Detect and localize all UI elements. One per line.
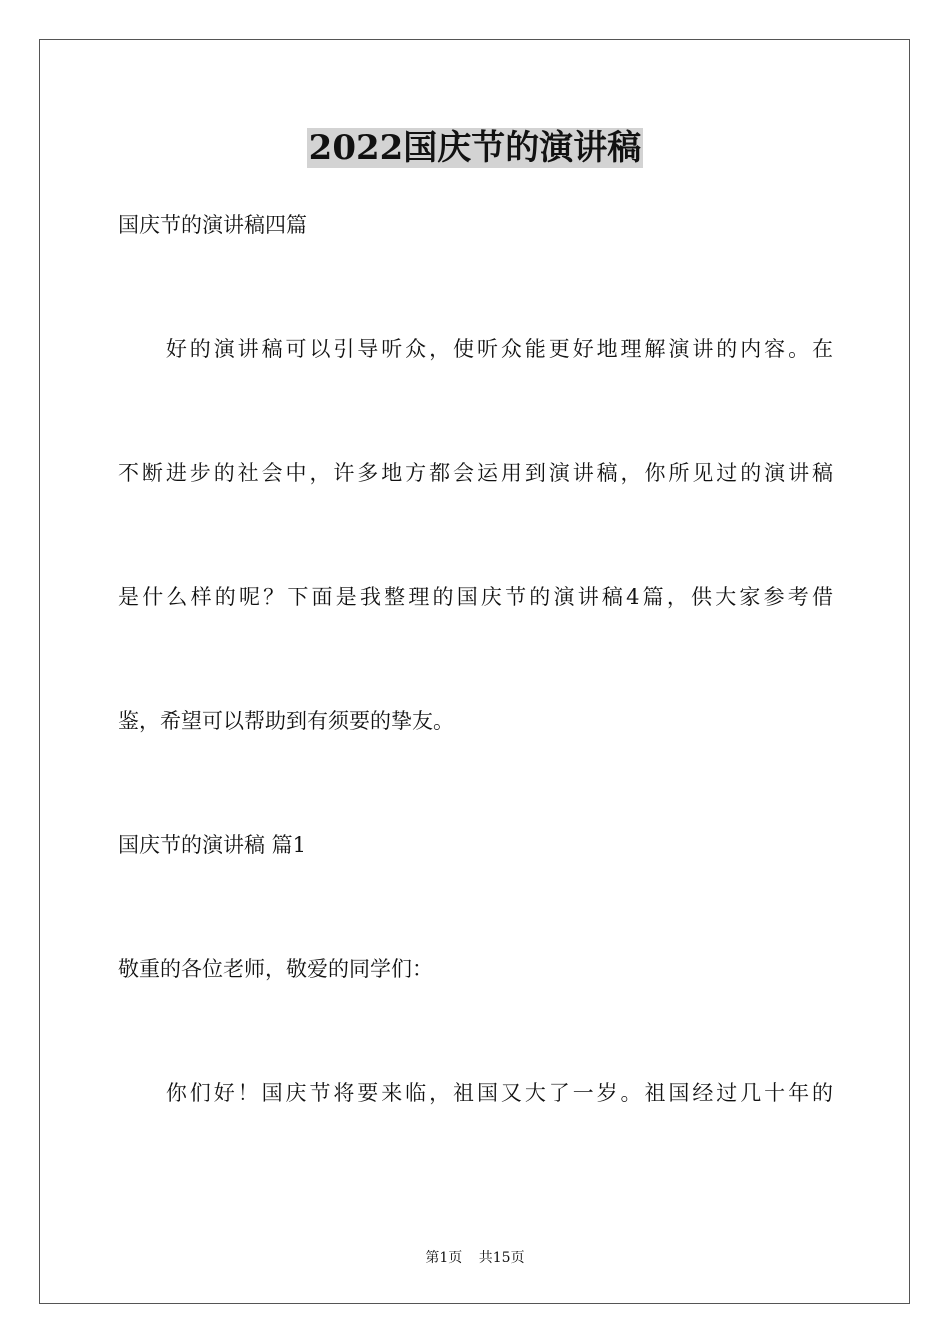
paragraph-line: 是什么样的呢？下面是我整理的国庆节的演讲稿4篇，供大家参考借 <box>118 585 833 609</box>
paragraph-line: 鉴，希望可以帮助到有须要的挚友。 <box>118 709 454 733</box>
paragraph-line: 不断进步的社会中，许多地方都会运用到演讲稿，你所见过的演讲稿 <box>118 461 833 485</box>
document-title <box>0 125 950 171</box>
page-footer <box>0 1248 950 1268</box>
document-title-text: 2022国庆节的演讲稿 <box>308 128 642 168</box>
paragraph-line: 好的演讲稿可以引导听众，使听众能更好地理解演讲的内容。在 <box>118 337 833 361</box>
page-number: 第1页 <box>425 1250 463 1266</box>
section-heading: 国庆节的演讲稿 篇1 <box>118 833 307 857</box>
salutation-line: 敬重的各位老师，敬爱的同学们： <box>118 957 433 981</box>
page-total: 共15页 <box>478 1250 525 1266</box>
subtitle-line: 国庆节的演讲稿四篇 <box>118 213 307 237</box>
paragraph-line: 你们好！国庆节将要来临，祖国又大了一岁。祖国经过几十年的 <box>118 1081 833 1105</box>
